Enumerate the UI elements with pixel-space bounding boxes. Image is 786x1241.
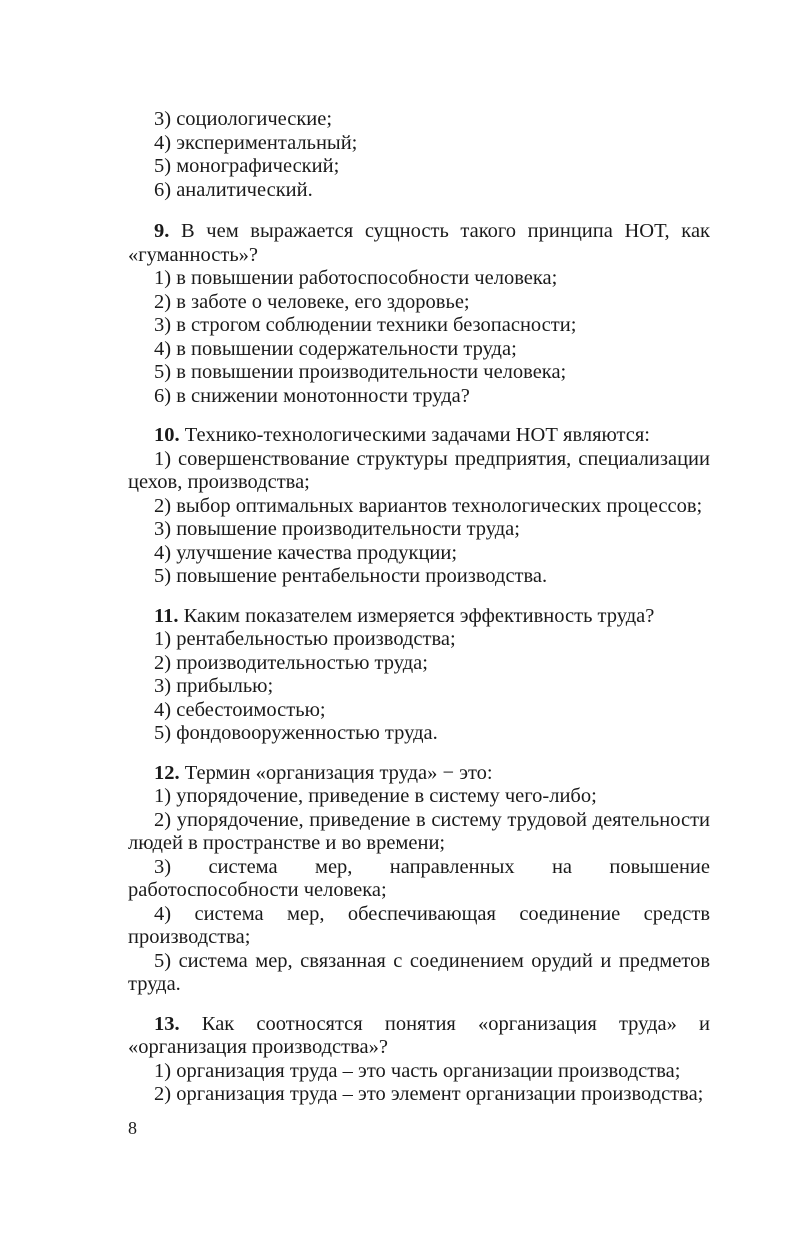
option-line: 3) прибылью; [154,675,274,697]
question-body: Технико-технологическими задачами НОТ являются: [184,424,650,446]
option-line: 1) совершенствование структуры предприятия, специализации цехов, производства; [128,447,710,493]
option-line: 3) система мер, направленных на повышение работоспособности человека; [128,855,710,901]
question-number: 13. [154,1012,180,1035]
option-line: 1) рентабельностью производства; [154,628,456,650]
page-content [128,108,710,1123]
page-number: 8 [128,1118,137,1138]
question-text [128,605,710,629]
question-number: 10. [154,424,180,446]
question-body: В чем выражается сущность такого принципа НОТ, как «гуманность»? [128,220,711,266]
question-11 [128,605,710,746]
option-line: 4) улучшение качества продукции; [154,541,458,564]
question-9 [128,220,710,408]
question-number: 12. [154,761,180,784]
option-line: 2) организация труда – это элемент организации производства; [154,1083,704,1105]
option-line: 4) в повышении содержательности труда; [154,337,517,360]
question-text [128,220,710,267]
question-12 [128,762,710,997]
question-text [128,424,710,448]
option-line: 1) организация труда – это часть организации производства; [154,1059,681,1082]
option-line: 2) производительностью труда; [154,651,428,674]
option-line: 1) в повышении работоспособности человека; [154,267,558,289]
option-line: 4) экспериментальный; [154,131,358,154]
question-10 [128,424,710,589]
option-line: 2) в заботе о человеке, его здоровье; [154,290,470,313]
question-number: 11. [154,604,179,627]
question-body: Каким показателем измеряется эффективность труда? [183,604,655,627]
question-body: Термин «организация труда» − это: [184,761,493,784]
option-line: 5) фондовооруженностью труда. [154,722,438,744]
option-line: 5) повышение рентабельности производства. [154,565,548,587]
question-text [128,762,710,786]
option-line: 5) в повышении производительности человека; [154,361,567,383]
question-number: 9. [154,220,170,242]
option-line: 5) монографический; [154,155,340,177]
question-text [128,1013,710,1060]
option-line: 6) аналитический. [154,178,313,201]
option-line: 4) себестоимостью; [154,698,326,721]
option-line: 3) социологические; [154,108,333,130]
question-body: Как соотносятся понятия «организация труда» и «организация производства»? [128,1012,711,1058]
option-line: 5) система мер, связанная с соединением орудий и предметов труда. [128,949,710,995]
continuation-options [128,108,710,202]
question-13 [128,1013,710,1107]
option-line: 2) выбор оптимальных вариантов технологических процессов; [154,494,703,517]
option-line: 1) упорядочение, приведение в систему чего-либо; [154,785,597,807]
option-line: 4) система мер, обеспечивающая соединение средств производства; [128,902,710,948]
option-line: 3) в строгом соблюдении техники безопасности; [154,314,577,336]
option-line: 6) в снижении монотонности труда? [154,384,470,407]
option-line: 2) упорядочение, приведение в систему трудовой деятельности людей в пространстве и во времени; [128,808,710,854]
option-line: 3) повышение производительности труда; [154,518,520,540]
